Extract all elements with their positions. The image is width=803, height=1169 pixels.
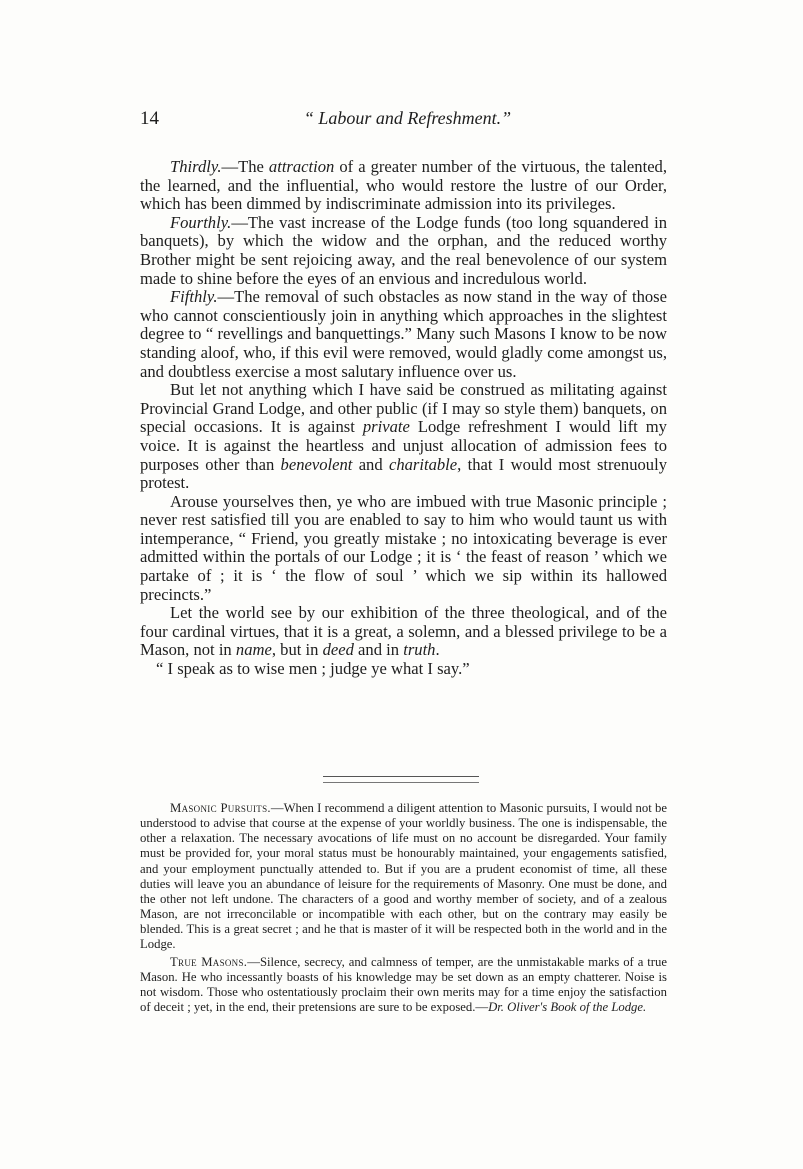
paragraph-fifthly: Fifthly.—The removal of such obstacles as now stand in the way of those who cannot conscientiously join in anything which approaches in the slightest degree to “ revellings and banquettings.” Many such Masons I know to be now standing aloof, who, if this evil were removed, would gladly come amongst us, and doubtless exercise a most salutary influence over us. bbox=[140, 287, 667, 381]
paragraph-closing-quote: “ I speak as to wise men ; judge ye what I say.” bbox=[156, 659, 470, 679]
main-text bbox=[140, 158, 667, 679]
paragraph-lead: Fourthly. bbox=[170, 212, 232, 232]
paragraph-virtues: Let the world see by our exhibition of the three theological, and of the four cardinal virtues, that it is a great, a solemn, and a blessed privilege to be a Mason, not in name, but in deed and in truth. bbox=[140, 603, 667, 660]
note-true-masons: True Masons.—Silence, secrecy, and calmness of temper, are the unmistakable marks of a true Mason. He who incessantly boasts of his knowledge may be set down as an empty chatterer. Noise is not wisdom. Those who ostentatiously proclaim their own merits may for a time enjoy the satisfaction of deceit ; yet, in the end, their pretensions are sure to be exposed.—Dr. Oliver's Book of the Lodge. bbox=[140, 954, 668, 1015]
paragraph-fourthly: Fourthly.—The vast increase of the Lodge funds (too long squandered in banquets), by which the widow and the orphan, and the reduced worthy Brother might be sent rejoicing away, and the real benevolence of our system made to shine before the eyes of an envious and incredulous world. bbox=[140, 212, 667, 288]
note-heading: Masonic Pursuits. bbox=[170, 801, 271, 815]
page-number: 14 bbox=[140, 108, 159, 129]
paragraph-arouse: Arouse yourselves then, ye who are imbued with true Masonic principle ; never rest satisfied till you are enabled to say to him who would taunt us with intemperance, “ Friend, you greatly mistake ; no intoxicating beverage is ever admitted within the portals of our Lodge ; it is ‘ the feast of reason ’ which we partake of ; it is ‘ the flow of soul ’ which we sip within its hallowed precincts.” bbox=[140, 491, 667, 604]
note-heading: True Masons. bbox=[170, 954, 248, 969]
note-source: Dr. Oliver's Book of the Lodge. bbox=[488, 1000, 647, 1015]
note-masonic-pursuits: Masonic Pursuits.—When I recommend a diligent attention to Masonic pursuits, I would not be understood to advise that course at the expense of your worldly business. The one is indispensable, the other a relaxation. The necessary avocations of life must on no account be disregarded. Your family must be provided for, your moral status must be honourably maintained, your engagements satisfied, and your employment punctually attended to. But if you are a prudent economist of time, all these duties will leave you an abundance of leisure for the requirements of Masonry. One must be done, and the other not left undone. The characters of a good and worthy member of society, and of a zealous Mason, are not irreconcilable or incompatible with each other, but on the contrary may easily be blended. This is a great secret ; and he that is master of it will be respected both in the world and in the Lodge. bbox=[140, 801, 667, 952]
paragraph-lead: Fifthly. bbox=[170, 287, 218, 307]
section-divider bbox=[323, 776, 479, 783]
paragraph-lead: Thirdly. bbox=[170, 157, 222, 176]
paragraph-thirdly: Thirdly.—The attraction of a greater number of the virtuous, the talented, the learned, and the influential, who would restore the lustre of our Order, which has been dimmed by indiscriminate admission into its privileges. bbox=[140, 157, 668, 214]
running-title: “ Labour and Refreshment.” bbox=[303, 108, 512, 128]
paragraph-banquets: But let not anything which I have said be construed as militating against Provincial Grand Lodge, and other public (if I may so style them) banquets, on special occasions. It is against private Lodge refreshment I would lift my voice. It is against the heartless and unjust allocation of admission fees to purposes other than benevolent and charitable, that I would most strenuouly protest. bbox=[140, 380, 667, 493]
page-header bbox=[140, 108, 675, 134]
footnotes bbox=[140, 801, 667, 1015]
